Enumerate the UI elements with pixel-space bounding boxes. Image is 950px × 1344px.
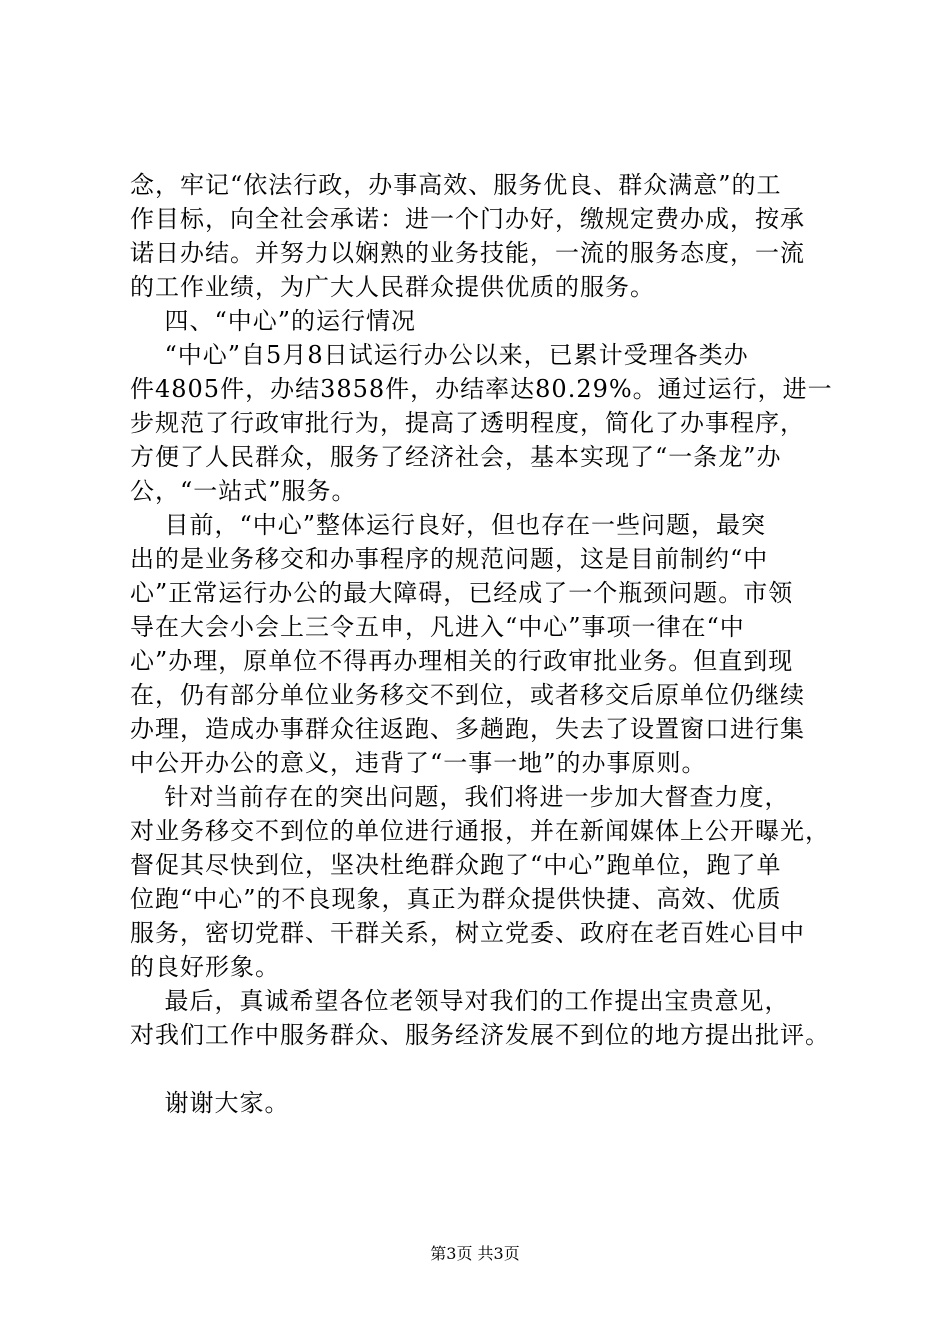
text-line: 中公开办公的意义，违背了“一事一地”的办事原则。 <box>130 749 707 777</box>
text-line: 位跑“中心”的不良现象，真正为群众提供快捷、高效、优质 <box>130 885 782 913</box>
text-line: 针对当前存在的突出问题，我们将进一步加大督查力度， <box>130 783 790 811</box>
text-line: 步规范了行政审批行为，提高了透明程度，简化了办事程序， <box>130 409 805 437</box>
text-line: 对我们工作中服务群众、服务经济发展不到位的地方提出批评。 <box>130 1021 830 1049</box>
text-line: 出的是业务移交和办事程序的规范问题，这是目前制约“中 <box>130 545 769 573</box>
text-line: 诺日办结。并努力以娴熟的业务技能，一流的服务态度，一流 <box>130 239 805 267</box>
text-line: 服务，密切党群、干群关系，树立党委、政府在老百姓心目中 <box>130 919 805 947</box>
text-line: 目前，“中心”整体运行良好，但也存在一些问题，最突 <box>130 511 767 539</box>
text-line: 督促其尽快到位，坚决杜绝群众跑了“中心”跑单位，跑了单 <box>130 851 782 879</box>
text-line: 的良好形象。 <box>130 953 280 981</box>
text-line: 作目标，向全社会承诺：进一个门办好，缴规定费办成，按承 <box>130 205 805 233</box>
closing-line: 谢谢大家。 <box>130 1089 290 1117</box>
text-line: 公，“一站式”服务。 <box>130 477 357 505</box>
section-heading: 四、“中心”的运行情况 <box>130 307 417 335</box>
text-line: 导在大会小会上三令五申，凡进入“中心”事项一律在“中 <box>130 613 745 641</box>
text-line: 在，仍有部分单位业务移交不到位，或者移交后原单位仍继续 <box>130 681 805 709</box>
text-line: “中心”自5月8日试运行办公以来，已累计受理各类办 <box>130 341 749 369</box>
text-line: 的工作业绩，为广大人民群众提供优质的服务。 <box>130 273 655 301</box>
text-line: 心”办理，原单位不得再办理相关的行政审批业务。但直到现 <box>130 647 794 675</box>
text-line: 最后，真诚希望各位老领导对我们的工作提出宝贵意见， <box>130 987 790 1015</box>
text-line: 对业务移交不到位的单位进行通报，并在新闻媒体上公开曝光， <box>130 817 830 845</box>
text-line: 件4805件，办结3858件，办结率达80.29%。通过运行，进一 <box>130 375 833 403</box>
text-line: 办理，造成办事群众往返跑、多趟跑，失去了设置窗口进行集 <box>130 715 805 743</box>
page-footer: 第3页 共3页 <box>430 1244 520 1263</box>
text-line: 方便了人民群众，服务了经济社会，基本实现了“一条龙”办 <box>130 443 782 471</box>
text-line: 心”正常运行办公的最大障碍，已经成了一个瓶颈问题。市领 <box>130 579 794 607</box>
text-line: 念，牢记“依法行政，办事高效、服务优良、群众满意”的工 <box>130 171 782 199</box>
